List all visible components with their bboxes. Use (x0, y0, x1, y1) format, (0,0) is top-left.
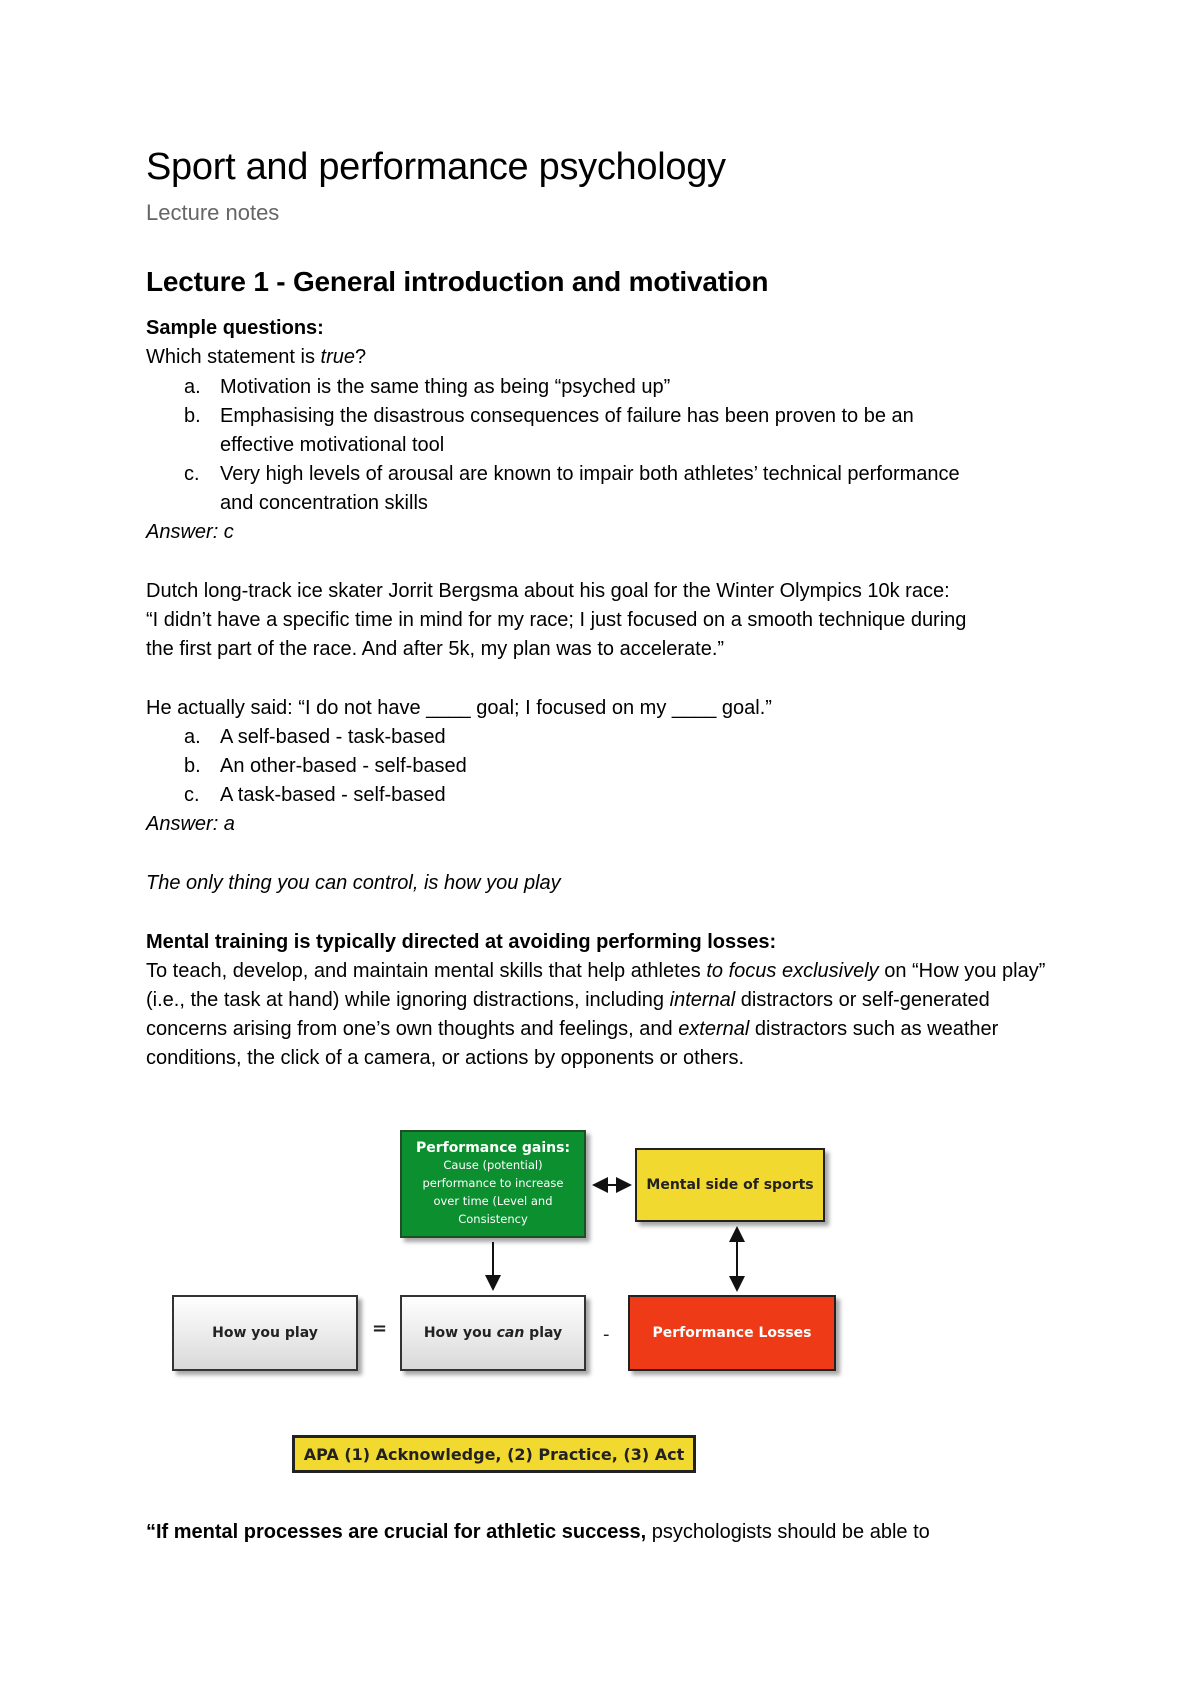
sample-questions-label: Sample questions: (146, 317, 324, 339)
question-2-answer: Answer: a (146, 813, 235, 835)
control-quote: The only thing you can control, is how you play (146, 872, 561, 894)
lecture-heading: Lecture 1 - General introduction and motivation (146, 266, 769, 297)
closing-text: psychologists should be able to (646, 1521, 930, 1543)
mental-training-paragraph (146, 957, 1076, 1073)
option-text-continued: and concentration skills (220, 492, 428, 514)
option-text: Very high levels of arousal are known to impair both athletes’ technical performance (220, 463, 960, 485)
option-marker: b. (184, 405, 201, 427)
option-marker: a. (184, 726, 201, 748)
box-emphasis: can (496, 1325, 525, 1341)
option-text-continued: effective motivational tool (220, 434, 445, 456)
option-text: A self-based - task-based (220, 726, 446, 748)
quote-line-1: “I didn’t have a specific time in mind for my race; I just focused on a smooth technique during (146, 609, 967, 631)
paragraph-emphasis: external (678, 1018, 750, 1040)
paragraph-text: on “How you play” (i.e., the task at hand) while ignoring distractions, including (146, 960, 1046, 1011)
box-text: play (529, 1325, 563, 1341)
option-marker: c. (184, 463, 200, 485)
paragraph-emphasis: internal (669, 989, 736, 1011)
option-text: Emphasising the disastrous consequences of failure has been proven to be an (220, 405, 914, 427)
document-subtitle: Lecture notes (146, 200, 280, 225)
option-marker: a. (184, 376, 201, 398)
question-1-stem-emphasis: true (320, 346, 355, 368)
question-1-stem-suffix: ? (354, 346, 367, 368)
option-marker: c. (184, 784, 200, 806)
option-marker: b. (184, 755, 201, 777)
equals-sign: = (372, 1318, 388, 1339)
performance-losses-box: Performance Losses (628, 1295, 836, 1371)
question-1-stem (146, 343, 366, 372)
paragraph-text: distractors or self-generated concerns arising from one’s own thoughts and feelings, and (146, 989, 990, 1040)
how-you-play-box: How you play (172, 1295, 358, 1371)
closing-bold: “If mental processes are crucial for athletic success, (146, 1521, 647, 1543)
question-1-stem-text: Which statement is (146, 346, 321, 368)
quote-intro: Dutch long-track ice skater Jorrit Bergsma about his goal for the Winter Olympics 10k race: (146, 580, 950, 602)
gains-title: Performance gains: (415, 1140, 571, 1156)
mental-side-box: Mental side of sports (635, 1148, 825, 1222)
paragraph-emphasis: to focus exclusively (706, 960, 879, 982)
document-title: Sport and performance psychology (146, 146, 726, 188)
option-text: Motivation is the same thing as being “psyched up” (220, 376, 671, 398)
minus-sign: - (603, 1324, 610, 1345)
quote-line-2: the first part of the race. And after 5k, my plan was to accelerate.” (146, 638, 725, 660)
question-1-answer: Answer: c (146, 521, 234, 543)
option-text: An other-based - self-based (220, 755, 467, 777)
option-text: A task-based - self-based (220, 784, 446, 806)
gains-body: Cause (potential) performance to increase over time (Level and Consistency (422, 1158, 564, 1226)
question-2-stem: He actually said: “I do not have ____ goal; I focused on my ____ goal.” (146, 697, 772, 719)
performance-gains-box (400, 1130, 586, 1238)
box-text: How you (423, 1325, 492, 1341)
how-you-can-play-box (400, 1295, 586, 1371)
paragraph-text: To teach, develop, and maintain mental skills that help athletes (146, 960, 707, 982)
closing-line (146, 1518, 930, 1547)
paragraph-text: distractors such as weather conditions, the click of a camera, or actions by opponents or others. (146, 1018, 999, 1069)
apa-banner: APA (1) Acknowledge, (2) Practice, (3) Act (292, 1435, 696, 1473)
mental-training-heading: Mental training is typically directed at avoiding performing losses: (146, 931, 777, 953)
performance-diagram (146, 1130, 866, 1480)
